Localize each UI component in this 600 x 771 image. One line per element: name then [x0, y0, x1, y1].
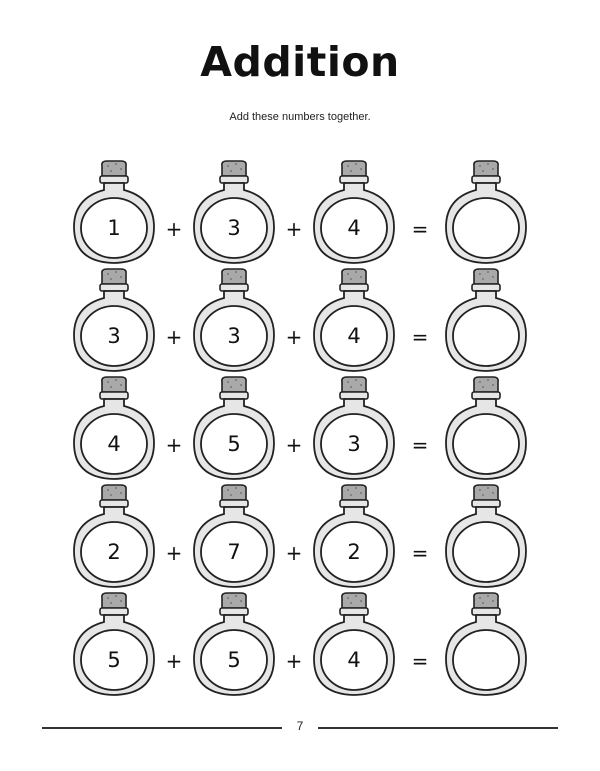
potion-bottle-icon	[311, 590, 397, 698]
answer-bottle[interactable]	[443, 266, 529, 374]
addend-1: 3	[107, 324, 121, 348]
addend-3: 2	[347, 540, 361, 564]
addend-bottle-3	[311, 266, 397, 374]
footer-rule-right	[318, 727, 558, 729]
addend-2: 5	[227, 648, 241, 672]
plus-sign: +	[285, 217, 303, 241]
addend-bottle-2	[191, 590, 277, 698]
answer-bottle[interactable]	[443, 374, 529, 482]
potion-bottle-icon	[191, 266, 277, 374]
addend-1: 4	[107, 432, 121, 456]
addend-2: 3	[227, 216, 241, 240]
answer-bottle[interactable]	[443, 590, 529, 698]
addend-bottle-3	[311, 590, 397, 698]
potion-bottle-icon	[311, 158, 397, 266]
potion-bottle-icon	[443, 158, 529, 266]
addend-2: 7	[227, 540, 241, 564]
potion-bottle-icon	[443, 590, 529, 698]
problem-row	[0, 482, 600, 590]
plus-sign: +	[165, 325, 183, 349]
potion-bottle-icon	[191, 590, 277, 698]
addend-bottle-1	[71, 374, 157, 482]
potion-bottle-icon	[443, 266, 529, 374]
equals-sign: =	[411, 325, 429, 349]
problem-row	[0, 374, 600, 482]
addend-bottle-2	[191, 266, 277, 374]
equals-sign: =	[411, 433, 429, 457]
page-title: Addition	[200, 38, 400, 86]
plus-sign: +	[285, 433, 303, 457]
addend-3: 4	[347, 324, 361, 348]
potion-bottle-icon	[191, 158, 277, 266]
problem-row	[0, 590, 600, 698]
addend-1: 1	[107, 216, 121, 240]
potion-bottle-icon	[71, 158, 157, 266]
plus-sign: +	[165, 649, 183, 673]
plus-sign: +	[165, 217, 183, 241]
potion-bottle-icon	[311, 482, 397, 590]
addend-1: 2	[107, 540, 121, 564]
plus-sign: +	[165, 541, 183, 565]
addend-2: 5	[227, 432, 241, 456]
plus-sign: +	[285, 541, 303, 565]
potion-bottle-icon	[71, 590, 157, 698]
potion-bottle-icon	[191, 482, 277, 590]
addend-3: 4	[347, 648, 361, 672]
equals-sign: =	[411, 217, 429, 241]
problem-list	[0, 158, 600, 698]
instructions: Add these numbers together.	[229, 111, 371, 123]
addend-bottle-2	[191, 482, 277, 590]
equals-sign: =	[411, 541, 429, 565]
problem-row	[0, 266, 600, 374]
addend-bottle-1	[71, 482, 157, 590]
problem-row	[0, 158, 600, 266]
plus-sign: +	[165, 433, 183, 457]
answer-bottle[interactable]	[443, 158, 529, 266]
potion-bottle-icon	[311, 266, 397, 374]
page-number: 7	[296, 719, 304, 733]
potion-bottle-icon	[443, 482, 529, 590]
footer-rule-left	[42, 727, 282, 729]
addend-1: 5	[107, 648, 121, 672]
addend-bottle-1	[71, 158, 157, 266]
potion-bottle-icon	[311, 374, 397, 482]
addend-bottle-3	[311, 374, 397, 482]
potion-bottle-icon	[191, 374, 277, 482]
addend-bottle-2	[191, 374, 277, 482]
addend-bottle-1	[71, 266, 157, 374]
plus-sign: +	[285, 325, 303, 349]
addend-3: 3	[347, 432, 361, 456]
addend-bottle-2	[191, 158, 277, 266]
addend-bottle-3	[311, 158, 397, 266]
plus-sign: +	[285, 649, 303, 673]
addend-3: 4	[347, 216, 361, 240]
addend-2: 3	[227, 324, 241, 348]
equals-sign: =	[411, 649, 429, 673]
addend-bottle-3	[311, 482, 397, 590]
potion-bottle-icon	[71, 374, 157, 482]
potion-bottle-icon	[443, 374, 529, 482]
potion-bottle-icon	[71, 266, 157, 374]
addend-bottle-1	[71, 590, 157, 698]
answer-bottle[interactable]	[443, 482, 529, 590]
potion-bottle-icon	[71, 482, 157, 590]
